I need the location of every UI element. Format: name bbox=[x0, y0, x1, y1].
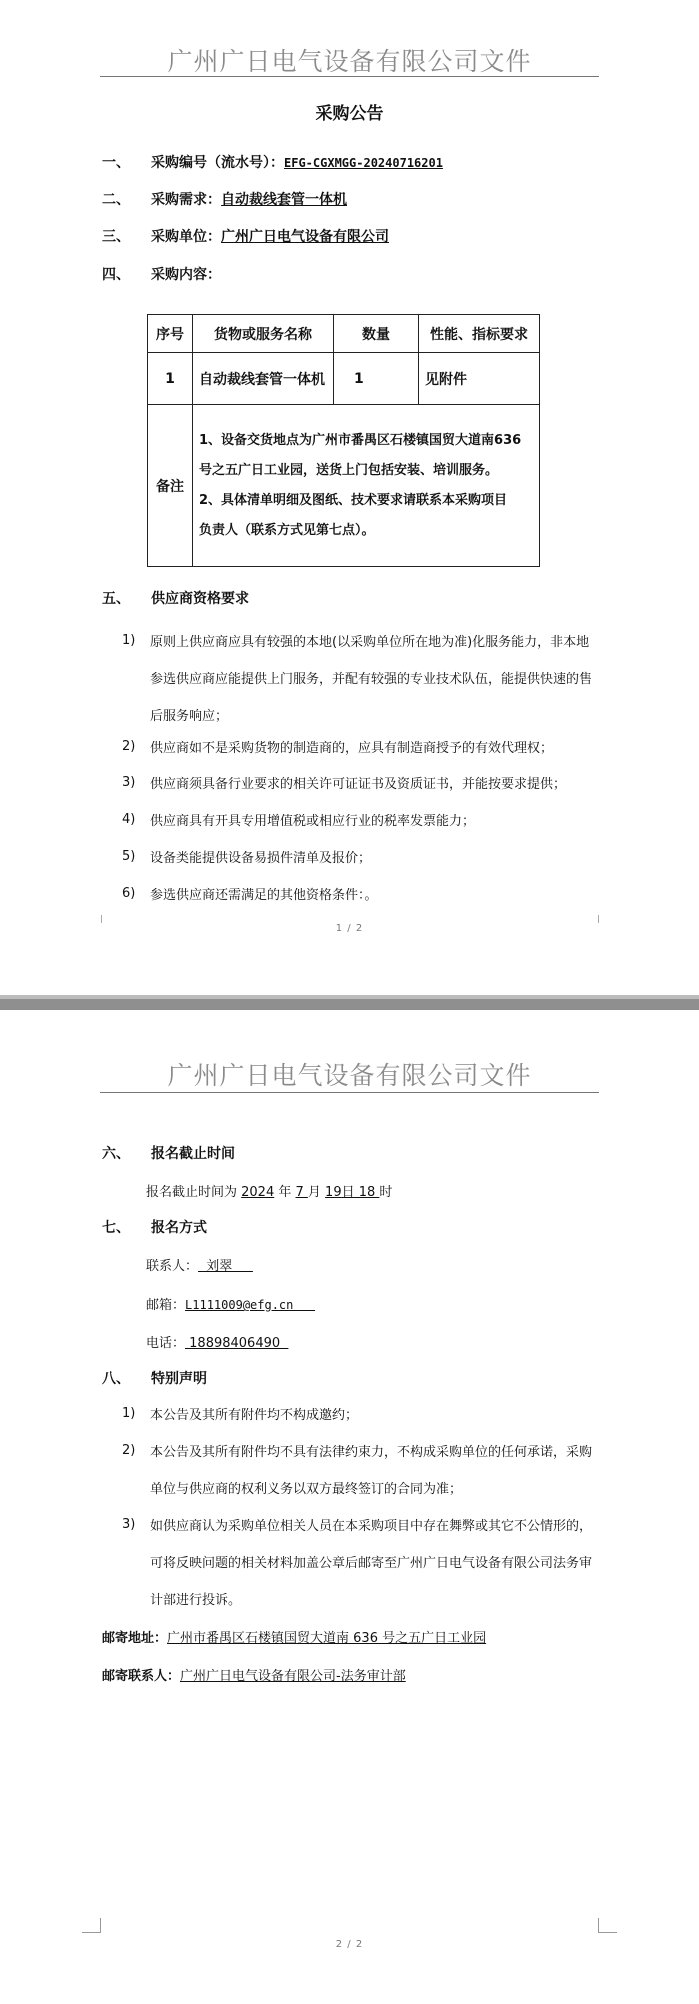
item-text: 原则上供应商应具有较强的本地(以采购单位所在地为准)化服务能力，非本地参选供应商应能提供上门服务，并配有较强的专业技术队伍，能提供快速的售后服务响应； bbox=[150, 635, 593, 724]
item-number: 2) bbox=[122, 1443, 136, 1458]
deadline-day-unit: 日 bbox=[341, 1185, 355, 1200]
email-line bbox=[146, 1294, 315, 1313]
procurement-unit: 广州广日电气设备有限公司 bbox=[221, 229, 389, 245]
email-link[interactable]: L1111009@efg.cn bbox=[185, 1298, 316, 1312]
item-number: 5) bbox=[122, 849, 136, 864]
section-7 bbox=[102, 1217, 207, 1237]
requirement-item bbox=[122, 730, 600, 767]
item-number: 1) bbox=[122, 633, 136, 648]
table-cell: 1 bbox=[148, 353, 193, 405]
table-header-cell: 序号 bbox=[148, 315, 193, 353]
table-cell: 见附件 bbox=[419, 353, 540, 405]
section-number: 三、 bbox=[102, 229, 130, 245]
table-remark-row bbox=[148, 405, 540, 567]
item-number: 1) bbox=[122, 1406, 136, 1421]
deadline-hour: 18 bbox=[354, 1185, 380, 1200]
section-label: 采购编号（流水号）： bbox=[151, 155, 284, 171]
remark-label: 备注 bbox=[148, 405, 193, 567]
item-text: 如供应商认为采购单位相关人员在本采购项目中存在舞弊或其它不公情形的，可将反映问题的相关材料加盖公章后邮寄至广州广日电气设备有限公司法务审计部进行投诉。 bbox=[150, 1519, 593, 1608]
section-5 bbox=[102, 588, 249, 608]
mail-address-line bbox=[102, 1627, 486, 1646]
procurement-number: EFG-CGXMGG-20240716201 bbox=[284, 156, 443, 170]
item-number: 2) bbox=[122, 739, 136, 754]
section-8 bbox=[102, 1368, 207, 1388]
section-label: 报名截止时间 bbox=[151, 1146, 235, 1162]
contact-value: 刘翠 bbox=[198, 1259, 253, 1274]
header-rule bbox=[100, 1092, 599, 1093]
statement-item bbox=[122, 1397, 600, 1434]
statement-item bbox=[122, 1508, 600, 1619]
requirement-item bbox=[122, 840, 600, 877]
table-header-cell: 数量 bbox=[334, 315, 419, 353]
item-number: 3) bbox=[122, 775, 136, 790]
section-4 bbox=[102, 264, 221, 284]
document-page-1 bbox=[0, 0, 699, 995]
remark-line: 号之五广日工业园，送货上门包括安装、培训服务。 bbox=[199, 462, 499, 478]
item-text: 供应商须具备行业要求的相关许可证证书及资质证书，并能按要求提供； bbox=[150, 777, 567, 792]
remark-line: 负责人（联系方式见第七点）。 bbox=[199, 522, 375, 538]
item-text: 本公告及其所有附件均不构成邀约； bbox=[150, 1408, 359, 1423]
contact-label: 联系人： bbox=[146, 1259, 199, 1274]
procurement-table bbox=[147, 314, 540, 567]
section-label: 采购需求： bbox=[151, 192, 221, 208]
section-number: 六、 bbox=[102, 1146, 130, 1162]
item-text: 供应商如不是采购货物的制造商的，应具有制造商授予的有效代理权； bbox=[150, 741, 554, 756]
deadline-prefix: 报名截止时间为 bbox=[146, 1185, 242, 1200]
phone-label: 电话： bbox=[146, 1336, 186, 1351]
crop-mark bbox=[82, 1918, 101, 1933]
section-label: 特别声明 bbox=[151, 1371, 207, 1387]
margin-mark bbox=[598, 915, 599, 923]
item-text: 参选供应商还需满足的其他资格条件：。 bbox=[150, 888, 378, 903]
requirement-item bbox=[122, 624, 600, 735]
phone-line bbox=[146, 1332, 288, 1351]
mail-address-label: 邮寄地址： bbox=[102, 1631, 168, 1646]
remark-line: 2、具体清单明细及图纸、技术要求请联系本采购项目 bbox=[199, 492, 508, 508]
page-header: 广州广日电气设备有限公司文件 bbox=[167, 47, 532, 76]
section-label: 采购内容： bbox=[151, 267, 221, 283]
item-number: 3) bbox=[122, 1517, 136, 1532]
section-1 bbox=[102, 152, 443, 172]
deadline-month-unit: 月 bbox=[307, 1185, 326, 1200]
section-number: 一、 bbox=[102, 155, 130, 171]
email-label: 邮箱： bbox=[146, 1298, 186, 1313]
deadline-line bbox=[146, 1181, 392, 1200]
crop-mark bbox=[598, 1918, 617, 1933]
document-title: 采购公告 bbox=[315, 104, 384, 124]
item-text: 本公告及其所有附件均不具有法律约束力，不构成采购单位的任何承诺，采购单位与供应商的权利义务以双方最终签订的合同为准； bbox=[150, 1445, 593, 1497]
page-separator-edge bbox=[0, 995, 699, 999]
deadline-day: 19 bbox=[325, 1185, 342, 1200]
phone-value: 18898406490 bbox=[185, 1336, 289, 1351]
section-number: 五、 bbox=[102, 591, 130, 607]
table-header-cell: 货物或服务名称 bbox=[193, 315, 334, 353]
statement-item bbox=[122, 1434, 600, 1508]
deadline-year-unit: 年 bbox=[274, 1185, 296, 1200]
header-rule bbox=[100, 76, 599, 77]
table-cell: 1 bbox=[334, 353, 419, 405]
item-number: 6) bbox=[122, 886, 136, 901]
section-3 bbox=[102, 226, 389, 246]
mail-contact-line bbox=[102, 1665, 406, 1684]
item-text: 设备类能提供设备易损件清单及报价； bbox=[150, 851, 372, 866]
page-header: 广州广日电气设备有限公司文件 bbox=[167, 1061, 532, 1090]
requirement-item bbox=[122, 803, 600, 840]
section-label: 报名方式 bbox=[151, 1220, 207, 1236]
mail-contact-label: 邮寄联系人： bbox=[102, 1669, 181, 1684]
document-page-2 bbox=[0, 1010, 699, 2004]
margin-mark bbox=[101, 915, 102, 923]
mail-contact-value: 广州广日电气设备有限公司-法务审计部 bbox=[180, 1669, 406, 1684]
contact-line bbox=[146, 1255, 253, 1274]
table-row bbox=[148, 353, 540, 405]
table-header-cell: 性能、指标要求 bbox=[419, 315, 540, 353]
table-header-row bbox=[148, 315, 540, 353]
mail-address-value: 广州市番禺区石楼镇国贸大道南 636 号之五广日工业园 bbox=[167, 1631, 487, 1646]
section-number: 四、 bbox=[102, 267, 130, 283]
section-number: 八、 bbox=[102, 1371, 130, 1387]
section-number: 七、 bbox=[102, 1220, 130, 1236]
requirement-item bbox=[122, 766, 600, 803]
deadline-hour-unit: 时 bbox=[379, 1185, 393, 1200]
page-number: 2 / 2 bbox=[335, 1939, 364, 1950]
section-label: 供应商资格要求 bbox=[151, 591, 249, 607]
page-number: 1 / 2 bbox=[335, 923, 364, 934]
requirement-item bbox=[122, 877, 600, 914]
section-number: 二、 bbox=[102, 192, 130, 208]
table-cell: 自动裁线套管一体机 bbox=[193, 353, 334, 405]
item-text: 供应商具有开具专用增值税或相应行业的税率发票能力； bbox=[150, 814, 476, 829]
item-number: 4) bbox=[122, 812, 136, 827]
remark-line: 1、设备交货地点为广州市番禺区石楼镇国贸大道南636 bbox=[199, 432, 522, 448]
deadline-month: 7 bbox=[295, 1185, 308, 1200]
deadline-year: 2024 bbox=[241, 1185, 275, 1200]
section-label: 采购单位： bbox=[151, 229, 221, 245]
remark-content bbox=[193, 405, 540, 567]
procurement-demand: 自动裁线套管一体机 bbox=[221, 192, 347, 208]
section-6 bbox=[102, 1143, 235, 1163]
section-2 bbox=[102, 189, 347, 209]
